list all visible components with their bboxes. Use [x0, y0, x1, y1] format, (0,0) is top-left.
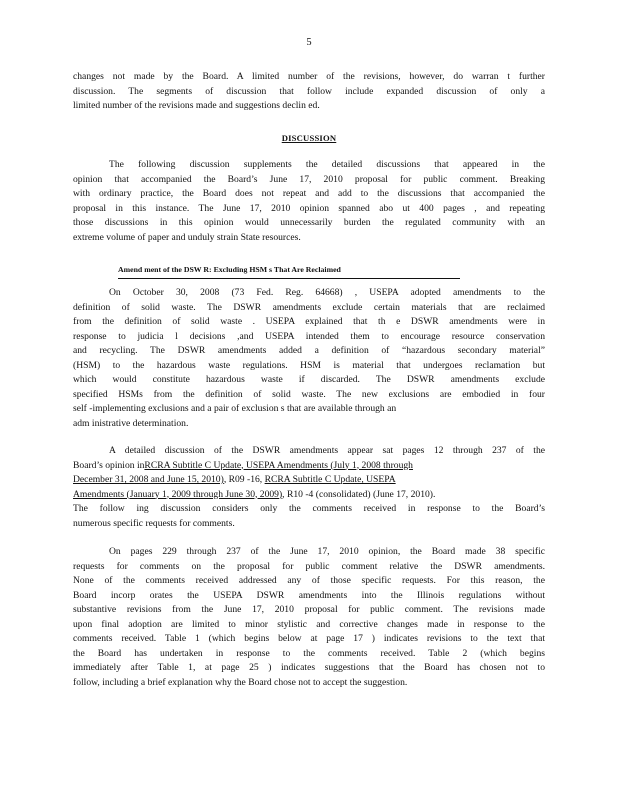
text-line: None of the comments received addressed any of those specific requests. For this reason, the: [73, 575, 545, 586]
text-line: requests for comments on the proposal for public comment relative the DSWR amendments.: [73, 560, 545, 572]
text-segment: Board’s opinion in: [73, 459, 145, 471]
text-line: upon final adoption are limited to minor stylistic and corrective changes made in response to the: [73, 618, 545, 630]
text-line: numerous specific requests for comments.: [73, 517, 235, 529]
text-line: A detailed discussion of the DSWR amendments appear sat pages 12 through 237 of the: [109, 445, 545, 456]
text-line: [73, 473, 545, 488]
text-line: response to judicia l decisions ,and USEPA intended them to encourage resource conservation: [73, 330, 545, 342]
text-line: limited number of the revisions made and suggestions declin ed.: [73, 100, 320, 111]
paragraph-1: [73, 158, 545, 245]
text-line: opinion that accompanied the Board’s June 17, 2010 proposal for public comment. Breaking: [73, 173, 545, 185]
text-line: which would constitute hazardous waste if discarded. The DSWR amendments exclude: [73, 374, 545, 385]
text-line: substantive revisions from the June 17, 2010 proposal for public comment. The revisions made: [73, 604, 545, 615]
text-line: and recycling. The DSWR amendments added a definition of “hazardous secondary material”: [73, 345, 545, 356]
citation-title: Amendments (January 1, 2009 through June 30, 2009): [73, 488, 283, 500]
citation-title: December 31, 2008 and June 15, 2010): [73, 474, 224, 485]
intro-paragraph: [73, 70, 545, 114]
citation-title: RCRA Subtitle C Update, USEPA Amendments (July 1, 2008 through: [144, 459, 413, 471]
text-line: [73, 459, 545, 474]
text-line: from the definition of solid waste . USEPA explained that th e DSWR amendments were in: [73, 316, 545, 327]
paragraph-2: [73, 286, 545, 431]
text-line: the Board has undertaken in response to the comments received. Table 2 (which begins: [73, 647, 545, 659]
text-line: follow, including a brief explanation why the Board chose not to accept the suggestion.: [73, 676, 408, 688]
text-line: discussion. The segments of discussion that follow include expanded discussion of only a: [73, 85, 545, 97]
text-line: proposal in this instance. The June 17, 2010 opinion spanned abo ut 400 pages , and repeating: [73, 202, 545, 214]
text-line: those discussions in this opinion would unnecessarily burden the regulated community with an: [73, 217, 545, 228]
text-line: specified HSMs from the definition of solid waste. The new exclusions are embodied in four: [73, 388, 545, 400]
text-line: definition of solid waste. The DSWR amendments exclude certain materials that are reclaimed: [73, 301, 545, 313]
text-line: comments received. Table 1 (which begins below at page 17 ) indicates revisions to the text that: [73, 633, 545, 644]
text-segment: , R09 -16,: [223, 474, 263, 485]
text-line: On pages 229 through 237 of the June 17, 2010 opinion, the Board made 38 specific: [109, 546, 545, 557]
text-line: [73, 488, 545, 503]
page-number: 5: [306, 37, 312, 48]
text-line: with ordinary practice, the Board does not repeat and add to the discussions that accompanied the: [73, 188, 545, 199]
text-line: The follow ing discussion considers only the comments received in response to the Board’s: [73, 503, 545, 514]
text-line: extreme volume of paper and unduly strain State resources.: [73, 231, 301, 243]
text-line: changes not made by the Board. A limited number of the revisions, however, do warran t further: [73, 71, 545, 82]
text-line: On October 30, 2008 (73 Fed. Reg. 64668) , USEPA adopted amendments to the: [109, 287, 545, 298]
discussion-heading: DISCUSSION: [281, 133, 337, 143]
paragraph-4: [73, 545, 545, 690]
text-segment: , R10 -4 (consolidated) (June 17, 2010).: [282, 488, 436, 500]
text-line: Board incorp orates the USEPA DSWR amendments into the Illinois regulations without: [73, 589, 545, 601]
citation-title: RCRA Subtitle C Update, USEPA: [264, 474, 396, 485]
text-line: self -implementing exclusions and a pair of exclusion s that are available through an: [73, 403, 397, 414]
text-line: immediately after Table 1, at page 25 ) indicates suggestions that the Board has chosen not to: [73, 662, 545, 673]
text-line: (HSM) to the hazardous waste regulations. HSM is material that undergoes reclamation but: [73, 359, 545, 371]
paragraph-3: [73, 444, 545, 531]
text-line: adm inistrative determination.: [73, 417, 189, 429]
text-line: The following discussion supplements the detailed discussions that appeared in the: [109, 159, 545, 170]
section-subheading: Amend ment of the DSW R: Excluding HSM s That Are Reclaimed: [118, 263, 460, 279]
